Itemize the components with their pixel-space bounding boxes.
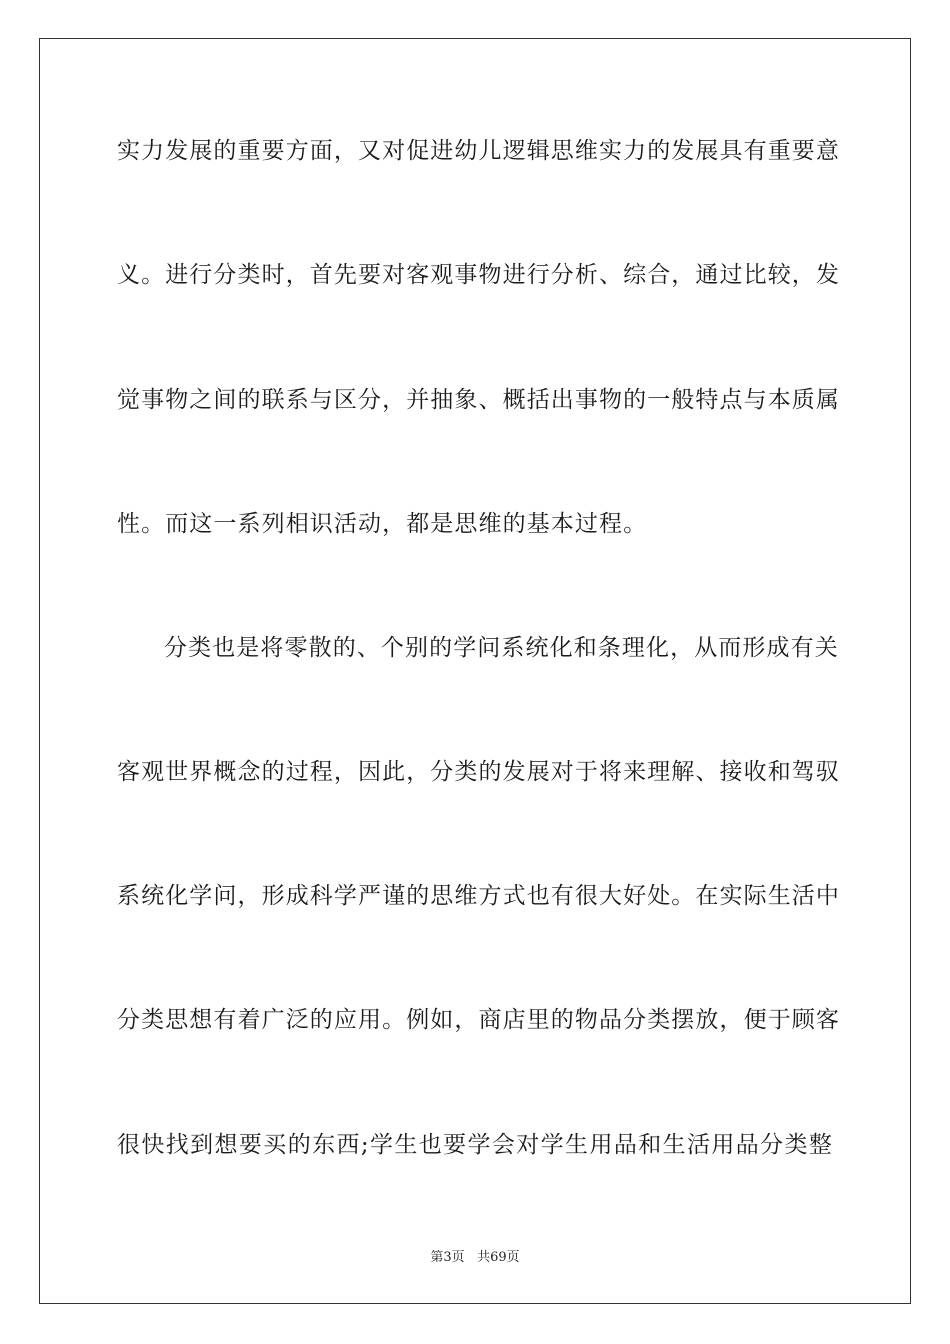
paragraph-line: 很快找到想要买的东西;学生也要学会对学生用品和生活用品分类整 xyxy=(117,1132,833,1158)
paragraph-line: 客观世界概念的过程，因此，分类的发展对于将来理解、接收和驾驭 xyxy=(117,759,840,785)
page-footer xyxy=(0,1246,950,1265)
paragraph-line: 系统化学问，形成科学严谨的思维方式也有很大好处。在实际生活中 xyxy=(117,883,840,909)
paragraph-line: 觉事物之间的联系与区分，并抽象、概括出事物的一般特点与本质属 xyxy=(117,387,840,413)
paragraph-line: 实力发展的重要方面，又对促进幼儿逻辑思维实力的发展具有重要意 xyxy=(117,138,840,164)
paragraph-line: 性。而这一系列相识活动，都是思维的基本过程。 xyxy=(117,511,648,537)
page-total: 共69页 xyxy=(477,1250,520,1265)
paragraph-line: 义。进行分类时，首先要对客观事物进行分析、综合，通过比较，发 xyxy=(117,262,840,288)
page-border xyxy=(39,38,911,1304)
paragraph-line: 分类思想有着广泛的应用。例如，商店里的物品分类摆放，便于顾客 xyxy=(117,1007,840,1033)
paragraph-line: 分类也是将零散的、个别的学问系统化和条理化，从而形成有关 xyxy=(164,635,839,661)
page-number: 第3页 xyxy=(430,1250,465,1265)
